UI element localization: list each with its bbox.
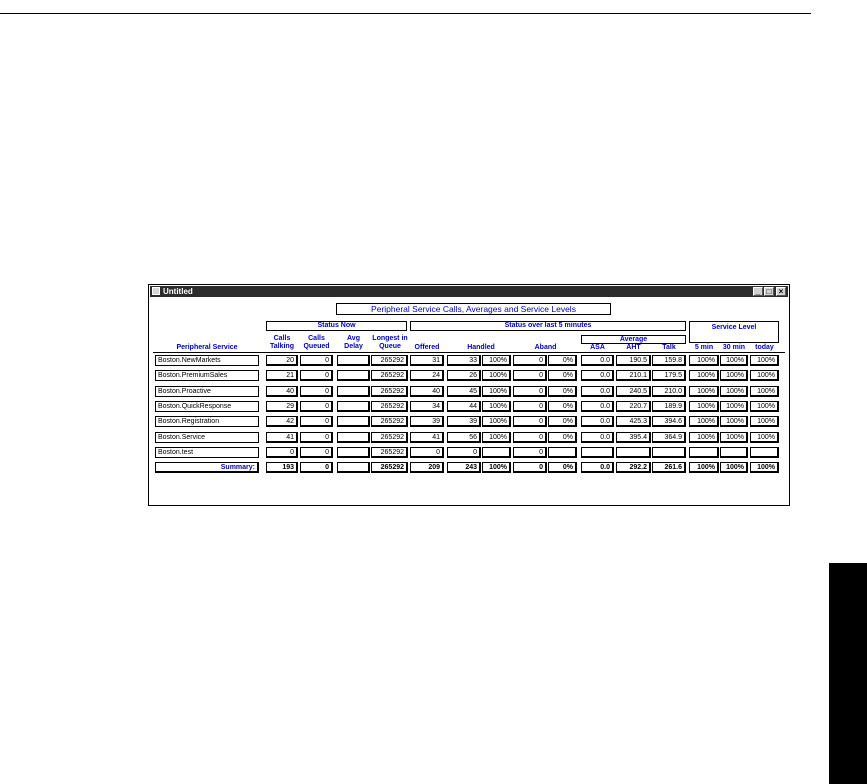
cell-queued: 0 [300,401,333,412]
summary-sl5: 100% [689,462,719,473]
cell-talking: 41 [266,432,298,443]
cell-longest: 265292 [371,447,408,458]
cell-delay [337,370,370,381]
cell-offered: 0 [410,447,444,458]
cell-aband: 0 [513,447,547,458]
cell-sltoday: 100% [750,432,779,443]
col-handled: Handled [467,344,495,351]
summary-longest: 265292 [371,462,408,473]
summary-queued: 0 [300,462,333,473]
cell-sl5: 100% [689,416,719,427]
title-bar[interactable] [150,286,788,297]
cell-sltoday: 100% [750,355,779,366]
cell-aband: 0 [513,416,547,427]
cell-talk: 179.5 [652,370,686,381]
cell-aband: 0 [513,432,547,443]
cell-handled: 26 [447,370,481,381]
page-top-rule [0,13,811,14]
group-average: Average [581,335,686,344]
cell-sl30: 100% [720,432,748,443]
col-sl-30min: 30 min [722,344,746,351]
summary-handled_pct: 100% [482,462,511,473]
untitled-window [148,284,790,506]
col-asa: ASA [590,344,605,351]
cell-queued: 0 [300,416,333,427]
cell-talking: 20 [266,355,298,366]
cell-handled: 44 [447,401,481,412]
col-calls-talking: Calls Talking [270,335,294,350]
col-avg-delay: Avg Delay [344,335,363,350]
cell-talking: 21 [266,370,298,381]
summary-aband_pct: 0% [548,462,577,473]
cell-talk: 364.9 [652,432,686,443]
cell-delay [337,432,370,443]
cell-queued: 0 [300,370,333,381]
cell-sl30: 100% [720,416,748,427]
cell-aband_pct: 0% [548,432,577,443]
cell-talking: 29 [266,401,298,412]
cell-offered: 34 [410,401,444,412]
cell-talk: 394.6 [652,416,686,427]
cell-sltoday: 100% [750,416,779,427]
summary-label: Summary: [155,462,259,473]
cell-delay [337,386,370,397]
cell-aband_pct: 0% [548,386,577,397]
cell-longest: 265292 [371,416,408,427]
cell-handled_pct: 100% [482,416,511,427]
cell-aband: 0 [513,401,547,412]
cell-sl30: 100% [720,386,748,397]
summary-aband: 0 [513,462,547,473]
cell-handled_pct: 100% [482,370,511,381]
maximize-icon[interactable]: □ [764,287,774,296]
cell-longest: 265292 [371,355,408,366]
cell-sltoday: 100% [750,401,779,412]
cell-sl5 [689,447,719,458]
cell-aband_pct: 0% [548,401,577,412]
col-calls-queued: Calls Queued [303,335,330,350]
report-title: Peripheral Service Calls, Averages and Service Levels [336,303,611,315]
cell-longest: 265292 [371,386,408,397]
cell-aband: 0 [513,355,547,366]
service-name-cell: Boston.QuickResponse [155,401,259,412]
cell-handled_pct: 100% [482,401,511,412]
cell-sltoday: 100% [750,370,779,381]
service-name-cell: Boston.Proactive [155,386,259,397]
cell-talk: 189.9 [652,401,686,412]
cell-handled: 0 [447,447,481,458]
cell-sl30: 100% [720,370,748,381]
col-peripheral-service: Peripheral Service [176,344,238,351]
summary-talk: 261.6 [652,462,686,473]
window-title: Untitled [163,287,193,296]
cell-talking: 0 [266,447,298,458]
cell-sl5: 100% [689,386,719,397]
cell-asa: 0.0 [581,355,614,366]
cell-delay [337,355,370,366]
header-divider [153,352,785,353]
cell-offered: 31 [410,355,444,366]
cell-asa: 0.0 [581,416,614,427]
cell-sltoday [750,447,779,458]
cell-sltoday: 100% [750,386,779,397]
cell-sl5: 100% [689,370,719,381]
summary-offered: 209 [410,462,444,473]
cell-asa: 0.0 [581,370,614,381]
cell-handled_pct: 100% [482,386,511,397]
cell-handled: 56 [447,432,481,443]
cell-aht: 240.5 [616,386,651,397]
cell-talking: 42 [266,416,298,427]
cell-sl30: 100% [720,355,748,366]
cell-sl30 [720,447,748,458]
col-offered: Offered [414,344,440,351]
cell-asa: 0.0 [581,401,614,412]
cell-aht: 395.4 [616,432,651,443]
cell-talk [652,447,686,458]
cell-asa [581,447,614,458]
group-service-level: Service Level [689,321,779,343]
cell-aht: 210.1 [616,370,651,381]
cell-aht: 190.5 [616,355,651,366]
cell-delay [337,447,370,458]
cell-queued: 0 [300,355,333,366]
cell-offered: 24 [410,370,444,381]
col-sl-today: today [755,344,774,351]
cell-sl5: 100% [689,432,719,443]
summary-handled: 243 [447,462,481,473]
cell-handled_pct [482,447,511,458]
col-aband: Aband [534,344,557,351]
summary-aht: 292.2 [616,462,651,473]
cell-queued: 0 [300,386,333,397]
cell-aband_pct: 0% [548,370,577,381]
col-sl-5min: 5 min [694,344,714,351]
cell-sl5: 100% [689,355,719,366]
cell-aht: 425.3 [616,416,651,427]
cell-longest: 265292 [371,401,408,412]
app-icon[interactable] [152,287,160,295]
cell-talk: 210.0 [652,386,686,397]
cell-aband_pct: 0% [548,355,577,366]
cell-delay [337,416,370,427]
cell-asa: 0.0 [581,432,614,443]
cell-handled_pct: 100% [482,432,511,443]
close-icon[interactable]: × [776,287,786,296]
summary-delay [337,462,370,473]
cell-asa: 0.0 [581,386,614,397]
cell-aband: 0 [513,370,547,381]
cell-talk: 159.8 [652,355,686,366]
cell-longest: 265292 [371,370,408,381]
cell-offered: 40 [410,386,444,397]
cell-longest: 265292 [371,432,408,443]
service-name-cell: Boston.PremiumSales [155,370,259,381]
chapter-side-tab [829,563,867,784]
cell-handled: 33 [447,355,481,366]
summary-sl30: 100% [720,462,748,473]
minimize-icon[interactable]: _ [753,287,763,296]
group-status-last-5-min: Status over last 5 minutes [410,321,686,331]
cell-handled: 45 [447,386,481,397]
col-aht: AHT [626,344,641,351]
cell-aband_pct [548,447,577,458]
cell-aht: 220.7 [616,401,651,412]
cell-aht [616,447,651,458]
service-name-cell: Boston.NewMarkets [155,355,259,366]
service-name-cell: Boston.Registration [155,416,259,427]
summary-sltoday: 100% [750,462,779,473]
service-name-cell: Boston.test [155,447,259,458]
col-talk: Talk [662,344,676,351]
cell-offered: 41 [410,432,444,443]
cell-handled: 39 [447,416,481,427]
group-status-now: Status Now [266,321,407,331]
cell-handled_pct: 100% [482,355,511,366]
summary-talking: 193 [266,462,298,473]
cell-offered: 39 [410,416,444,427]
cell-queued: 0 [300,432,333,443]
cell-talking: 40 [266,386,298,397]
cell-aband: 0 [513,386,547,397]
cell-delay [337,401,370,412]
cell-aband_pct: 0% [548,416,577,427]
col-longest-in-queue: Longest in Queue [372,335,408,350]
cell-sl30: 100% [720,401,748,412]
service-name-cell: Boston.Service [155,432,259,443]
summary-asa: 0.0 [581,462,614,473]
cell-sl5: 100% [689,401,719,412]
cell-queued: 0 [300,447,333,458]
